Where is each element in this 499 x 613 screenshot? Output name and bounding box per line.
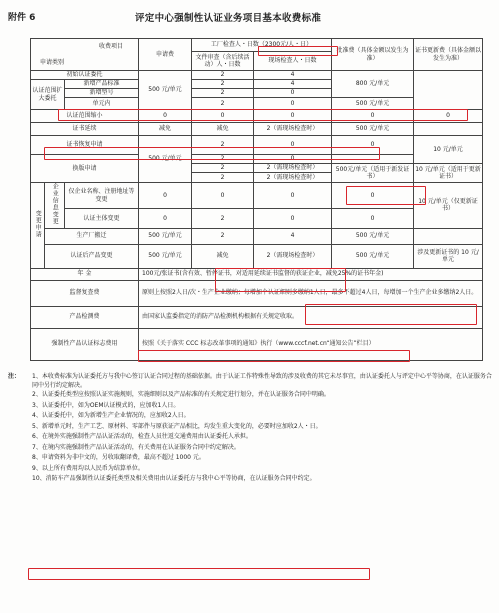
row-name-change-apply: 0: [139, 183, 192, 209]
row-relocate-apply: 500 元/单元: [139, 228, 192, 244]
header-factory-inspection: 工厂检查人・日数（2300元/人・日）: [192, 39, 332, 52]
row-shrink-label: 认证范围缩小: [31, 110, 139, 123]
info-renew-fee: 10 元/单元（仅更新证书）: [414, 183, 483, 229]
replace-renew-fee: 10 元/单元（适用于更新证书）: [414, 164, 483, 183]
document-header: [0, 8, 499, 28]
header-site-inspection: 现场检查人・日数: [254, 52, 332, 71]
note-6: [8, 432, 493, 443]
note-1: [8, 372, 493, 390]
row-after-change-site: 2（需现场检查时）: [254, 244, 332, 268]
scope-approval-fee: 800 元/单元: [332, 71, 414, 98]
note-2: [8, 390, 493, 401]
fee-table: [30, 38, 483, 361]
testing-label: 产品检测费: [31, 306, 139, 328]
row-restore-site: 0: [254, 136, 332, 155]
row-after-change-apply: 500 元/单元: [139, 244, 192, 268]
row-extend-renew: [414, 123, 483, 136]
row-shrink-approval: 0: [332, 110, 414, 123]
row-subject-change-apply: 0: [139, 209, 192, 228]
note-text-1: 1、本收费标准为认证委托方与我中心签订认证合同过程的基础依据。由于认证工作特殊性导致的涉及收费的其它未尽事宜，由认证委托人与评定中心平等协商，在认证服务合同中另行约定解决。: [32, 373, 492, 389]
row-replace-c-doc: 2: [192, 173, 254, 183]
supervision-label: 监督复查费: [31, 280, 139, 306]
row-name-change-site: 0: [254, 183, 332, 209]
row-relocate-renew: [414, 228, 483, 244]
row-extend-approval: 500 元/单元: [332, 123, 414, 136]
row-name-change-approval: 0: [332, 183, 414, 209]
note-text-8: 8、申请资料为非中文的，另收取翻译费，最高不超过 1000 元。: [32, 454, 205, 461]
note-3: [8, 401, 493, 412]
row-new-model-label: 新增型号: [65, 89, 139, 98]
note-text-9: 9、以上所有费用均以人民币为结算单位。: [32, 464, 144, 472]
row-replace-a-site: 0: [254, 155, 332, 164]
row-restore-doc: 2: [192, 136, 254, 155]
row-extend-label: 证书延续: [31, 123, 139, 136]
group-scope-extension: 认证范围扩大委托: [31, 80, 65, 110]
note-8: [8, 453, 493, 464]
note-5: [8, 422, 493, 433]
row-replace-b-site: 2（需现场检查时）: [254, 164, 332, 173]
header-renew-fee: 证书更新费（具体金额以发生为准）: [414, 39, 483, 71]
row-relocate-approval: 500 元/单元: [332, 228, 414, 244]
row-shrink-doc: 0: [192, 110, 254, 123]
row-shrink-apply: 0: [139, 110, 192, 123]
row-unit-label: 单元内: [65, 98, 139, 110]
page-title: 评定中心强制性认证业务项目基本收费标准: [135, 13, 322, 24]
restore-renew-fee: 10 元/单元: [414, 136, 483, 164]
note-text-5: 5、新增单元时，生产工艺、原材料、零部件与原获证产品相比，均发生重大变化的，必要时应加收2人・日。: [32, 422, 322, 430]
row-shrink-site: 0: [254, 110, 332, 123]
row-subject-change-doc: 2: [192, 209, 254, 228]
row-relocate-site: 4: [254, 228, 332, 244]
row-name-change-label: 仅企业名称、注册地址等变更: [65, 183, 139, 209]
scope-apply-fee: 500 元/单元: [139, 71, 192, 110]
row-shrink-renew: 0: [414, 110, 483, 123]
row-name-change-doc: 0: [192, 183, 254, 209]
row-new-model-site: 0: [254, 89, 332, 98]
note-9: [8, 464, 493, 475]
row-replace-a-doc: 2: [192, 155, 254, 164]
row-restore-label: 证书恢复申请: [31, 136, 139, 155]
row-subject-change-site: 0: [254, 209, 332, 228]
note-text-7: 7、在境内实施强制性产品认证活动的，有关费用在认证服务合同中约定解决。: [32, 443, 240, 451]
group-info-label: 企业信息变更: [51, 183, 59, 225]
corner-bottom-label: 申请类别: [40, 58, 65, 66]
row-extend-doc: 减免: [192, 123, 254, 136]
row-extend-site: 2（需现场检查时）: [254, 123, 332, 136]
after-renew-fee: 涉及更新证书的 10 元/单元: [414, 244, 483, 268]
replace-approval-fee: 500元/单元（适用于新发证书）: [332, 164, 414, 183]
note-text-10: 10、消防车产品强制性认证委托类型及相关费用由认证委托方与我中心平等协商，在认证服务合同中约定。: [32, 475, 316, 482]
group-change-label: 变更申请: [34, 210, 42, 238]
row-subject-change-approval: 0: [332, 209, 414, 228]
note-4: [8, 411, 493, 422]
restore-apply-fee: 500 元/单元: [139, 136, 192, 183]
table-corner: [31, 39, 139, 71]
row-after-change-doc: 减免: [192, 244, 254, 268]
row-initial-doc: 2: [192, 71, 254, 80]
corner-top-label: 收费项目: [98, 43, 123, 50]
row-replace-label: 换版申请: [31, 155, 139, 183]
row-initial-label: 初始认证委托: [31, 71, 139, 80]
row-unit-site: 0: [254, 98, 332, 110]
mark-fee-text: 按照《关于落实 CCC 标志改革事项的通知》执行（www.cccf.net.cn“通知公告”栏目）: [139, 328, 483, 360]
testing-text: 由国家认监委指定的消防产品检测机构根据有关规定收取。: [139, 306, 483, 328]
supervision-text: 原则上按照2人日/次・生产企业缴纳；每增加个认证细则多缴纳1人日，最多不超过4人日，每增加一个生产企业多缴纳2人日。: [139, 280, 483, 306]
annual-text: 100元/张证书(含有效、暂停证书，对适用延续证书监督的获证企业，减免25%的证书年金): [139, 268, 483, 280]
row-unit-approval: 500 元/单元: [332, 98, 414, 110]
row-relocate-doc: 2: [192, 228, 254, 244]
mark-fee-label: 强制性产品认证标志费用: [31, 328, 139, 360]
row-subject-change-label: 认证主体变更: [65, 209, 139, 228]
note-text-4: 4、认证委托中，如为新增生产企业情况的，应加收2人日。: [32, 412, 190, 419]
row-unit-doc: 2: [192, 98, 254, 110]
row-extend-apply: 减免: [139, 123, 192, 136]
annex-label: 附件 6: [8, 13, 36, 23]
row-after-change-label: 认证后产品变更: [45, 244, 139, 268]
row-relocate-label: 生产厂搬迁: [45, 228, 139, 244]
note-text-6: 6、在境外实施强制性产品认证活动的，检查人员往返交通费用由认证委托人承担。: [32, 433, 252, 440]
group-info-change: [45, 183, 65, 229]
row-after-change-approval: 500 元/单元: [332, 244, 414, 268]
row-new-model-doc: 2: [192, 89, 254, 98]
header-approval-fee: 批准费（具体金额以发生为准）: [332, 39, 414, 71]
notes-section: [8, 372, 493, 485]
header-apply-fee: 申请费: [139, 39, 192, 71]
annual-label: 年 金: [31, 268, 139, 280]
row-new-type-label: 新增产品标准: [65, 80, 139, 89]
row-initial-site: 4: [254, 71, 332, 80]
header-doc-review: 文件审查（含后续活动）人・日数: [192, 52, 254, 71]
row-new-type-site: 4: [254, 80, 332, 89]
row-replace-a-approval: [332, 155, 414, 164]
row-new-type-doc: 2: [192, 80, 254, 89]
note-7: [8, 443, 493, 454]
scope-renew-fee: [414, 71, 483, 110]
highlight-note-10: [28, 568, 370, 580]
note-text-2: 2、认证委托类型应按照认证实施规则，实施细则以及产品标准的有关规定进行划分，并在认证服务合同中明确。: [32, 391, 330, 398]
row-restore-approval: 0: [332, 136, 414, 155]
notes-label: 注：: [8, 373, 21, 380]
note-text-3: 3、认证委托中，如为OEM认证模式的，应加收1人日。: [32, 401, 180, 409]
row-replace-c-site: 2（需现场检查时）: [254, 173, 332, 183]
row-replace-b-doc: 2: [192, 164, 254, 173]
note-10: [8, 474, 493, 485]
group-change-request: [31, 183, 45, 269]
